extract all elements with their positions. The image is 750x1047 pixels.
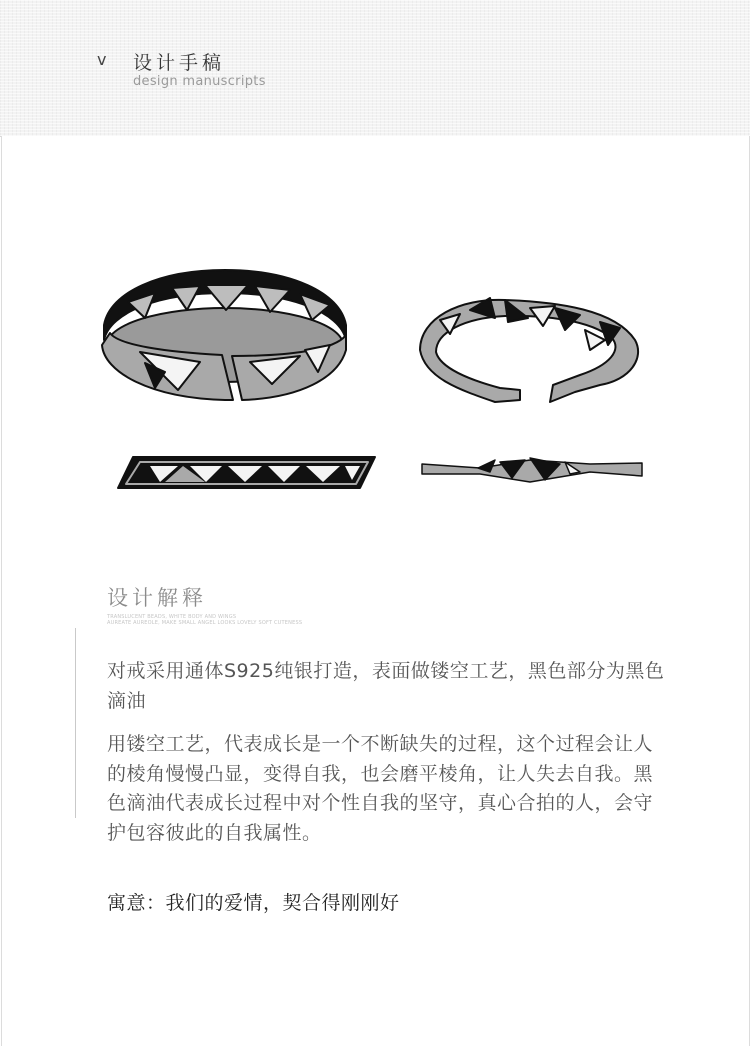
ring-sketch-wide — [102, 270, 346, 400]
decorative-caption-line2: AUREATE AUREOLE, MAKE SMALL ANGEL LOOKS LOVELY SOFT CUTENESS — [107, 620, 303, 626]
description-paragraph-2: 用镂空工艺，代表成长是一个不断缺失的过程，这个过程会让人的棱角慢慢凸显，变得自我，也会磨平棱角，让人失去自我。黑色滴油代表成长过程中对个性自我的坚守，真心合拍的人，会守护包容彼此的自我属性。 — [107, 733, 654, 844]
description-paragraph-1: 对戒采用通体S925纯银打造，表面做镂空工艺，黑色部分为黑色滴油 — [107, 660, 665, 712]
ring-flat-strip-wide — [118, 457, 375, 488]
decorative-caption — [107, 614, 367, 626]
section-header-title: 设计手稿 — [133, 52, 226, 74]
section-title: 设计解释 — [107, 586, 207, 610]
decorative-caption-line1: TRANSLUCENT BEADS, WHITE BODY AND WINGS — [107, 614, 237, 620]
divider-line — [75, 628, 76, 818]
section-header-subtitle: design manuscripts — [133, 74, 266, 89]
ring-sketch-cuff — [420, 298, 638, 402]
ring-flat-strip-cuff — [422, 458, 642, 482]
chevron-down-icon: v — [97, 50, 107, 69]
meaning-text: 寓意：我们的爱情，契合得刚刚好 — [107, 892, 400, 914]
